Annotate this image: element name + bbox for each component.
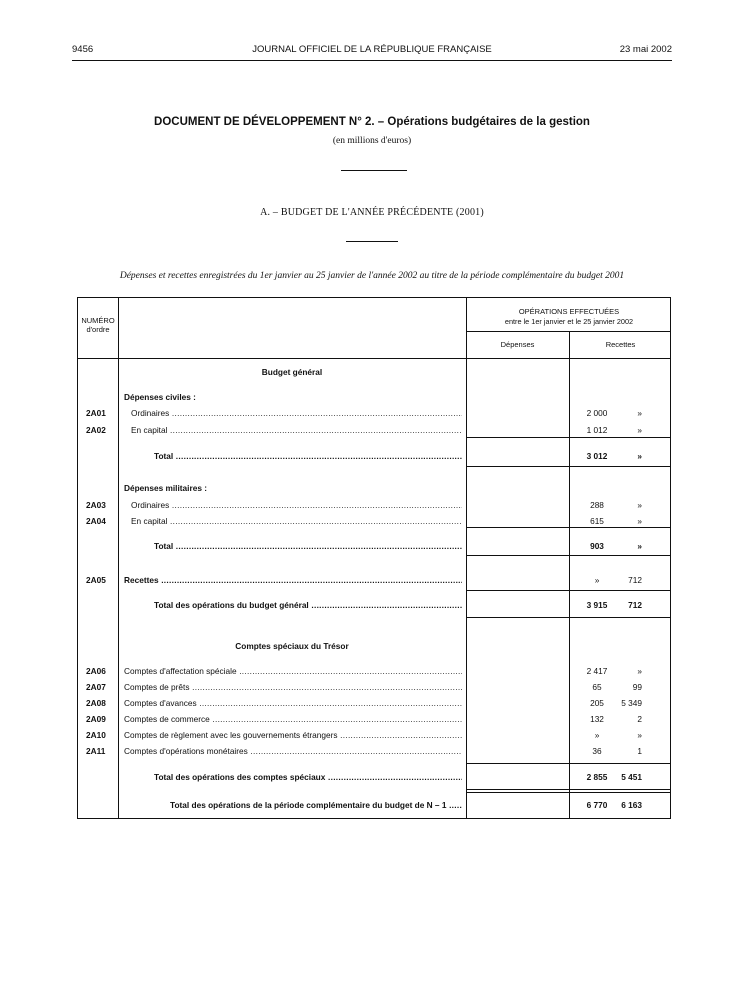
col-ops-header-2: entre le 1er janvier et le 25 janvier 2002 xyxy=(504,317,634,326)
row-depenses: 2 417 xyxy=(586,666,608,676)
total-rule xyxy=(466,527,670,528)
row-depenses: 288 xyxy=(590,500,604,510)
total-rule xyxy=(466,555,670,556)
row-recettes: » xyxy=(637,451,642,461)
row-label: Comptes de prêts ..... xyxy=(124,682,462,692)
total-rule xyxy=(466,763,670,764)
row-label: En capital ..... xyxy=(131,425,462,435)
document-title: DOCUMENT DE DÉVELOPPEMENT N° 2. – Opérations budgétaires de la gestion xyxy=(154,116,590,128)
row-number: 2A11 xyxy=(86,746,106,756)
total-rule xyxy=(466,466,670,467)
row-depenses: 903 xyxy=(590,541,604,551)
row-label: Recettes ..... xyxy=(124,575,462,585)
row-recettes: 6 163 xyxy=(621,800,642,810)
col-ops-header: OPÉRATIONS EFFECTUÉES xyxy=(518,307,620,316)
row-recettes: » xyxy=(637,666,642,676)
row-number: 2A09 xyxy=(86,714,106,724)
row-recettes: » xyxy=(637,541,642,551)
row-label: Comptes de commerce ..... xyxy=(124,714,462,724)
row-depenses: 132 xyxy=(590,714,604,724)
row-recettes: » xyxy=(637,500,642,510)
col-recettes: Recettes xyxy=(605,340,636,349)
budget-general-heading: Budget général xyxy=(261,367,323,377)
header-divider xyxy=(78,358,670,359)
journal-title: JOURNAL OFFICIEL DE LA RÉPUBLIQUE FRANÇAISE xyxy=(252,44,492,55)
row-number: 2A03 xyxy=(86,500,106,510)
row-label: Ordinaires ..... xyxy=(131,408,462,418)
row-label: Comptes d'opérations monétaires ..... xyxy=(124,746,462,756)
row-label: Ordinaires ..... xyxy=(131,500,462,510)
depenses-militaires-heading: Dépenses militaires : xyxy=(124,483,208,493)
row-number: 2A06 xyxy=(86,666,106,676)
header-divider xyxy=(466,331,670,332)
row-depenses: 1 012 xyxy=(586,425,608,435)
row-recettes: 5 451 xyxy=(621,772,642,782)
row-number: 2A02 xyxy=(86,425,106,435)
section-heading: A. – BUDGET DE L'ANNÉE PRÉCÉDENTE (2001) xyxy=(260,207,484,218)
row-recettes: 712 xyxy=(628,600,642,610)
total-rule xyxy=(466,792,670,793)
row-depenses: 615 xyxy=(590,516,604,526)
row-recettes: » xyxy=(637,408,642,418)
total-rule xyxy=(466,789,670,790)
row-number: 2A01 xyxy=(86,408,106,418)
row-recettes: » xyxy=(637,730,642,740)
row-recettes: » xyxy=(637,425,642,435)
row-recettes: 5 349 xyxy=(621,698,642,708)
document-subtitle: (en millions d'euros) xyxy=(332,136,412,146)
row-depenses: » xyxy=(594,575,600,585)
total-rule xyxy=(466,617,670,618)
row-number: 2A08 xyxy=(86,698,106,708)
row-label: Comptes d'affectation spéciale ..... xyxy=(124,666,462,676)
row-label: Comptes de règlement avec les gouvernements étrangers ..... xyxy=(124,730,462,740)
row-depenses: 3 012 xyxy=(586,451,608,461)
row-depenses: » xyxy=(594,730,600,740)
row-recettes: » xyxy=(637,516,642,526)
row-number: 2A04 xyxy=(86,516,106,526)
depenses-civiles-heading: Dépenses civiles : xyxy=(124,392,196,402)
row-depenses: 2 000 xyxy=(586,408,608,418)
row-recettes: 2 xyxy=(637,714,642,724)
row-recettes: 712 xyxy=(628,575,642,585)
header-rule xyxy=(72,60,672,61)
page-header xyxy=(72,44,672,58)
row-label: Total des opérations des comptes spéciaux ..... xyxy=(154,772,462,782)
page-number: 9456 xyxy=(72,44,94,55)
total-rule xyxy=(466,437,670,438)
row-label: Total ..... xyxy=(154,541,462,551)
row-depenses: 6 770 xyxy=(586,800,608,810)
column-divider xyxy=(466,298,467,818)
divider xyxy=(341,170,407,171)
row-label: Comptes d'avances ..... xyxy=(124,698,462,708)
row-recettes: 1 xyxy=(637,746,642,756)
row-depenses: 2 855 xyxy=(586,772,608,782)
col-num-header-2: d'ordre xyxy=(86,325,110,334)
row-label: Total des opérations du budget général ..... xyxy=(154,600,462,610)
row-depenses: 205 xyxy=(590,698,604,708)
row-depenses: 3 915 xyxy=(586,600,608,610)
col-depenses: Dépenses xyxy=(500,340,535,349)
col-num-header: NUMÉRO xyxy=(81,316,115,325)
row-recettes: 99 xyxy=(632,682,642,692)
row-label: Total des opérations de la période complémentaire du budget de N – 1 ..... xyxy=(170,800,462,810)
row-label: Total ..... xyxy=(154,451,462,461)
operations-table xyxy=(77,297,671,819)
row-number: 2A10 xyxy=(86,730,106,740)
row-label: En capital ..... xyxy=(131,516,462,526)
row-number: 2A05 xyxy=(86,575,106,585)
row-number: 2A07 xyxy=(86,682,106,692)
total-rule xyxy=(466,590,670,591)
divider xyxy=(346,241,398,242)
intro-text: Dépenses et recettes enregistrées du 1er janvier au 25 janvier de l'année 2002 au titre de la période complémentaire du budget 2001 xyxy=(119,271,625,281)
issue-date: 23 mai 2002 xyxy=(619,44,672,55)
row-depenses: 65 xyxy=(592,682,602,692)
comptes-speciaux-heading: Comptes spéciaux du Trésor xyxy=(235,641,349,651)
row-depenses: 36 xyxy=(592,746,602,756)
